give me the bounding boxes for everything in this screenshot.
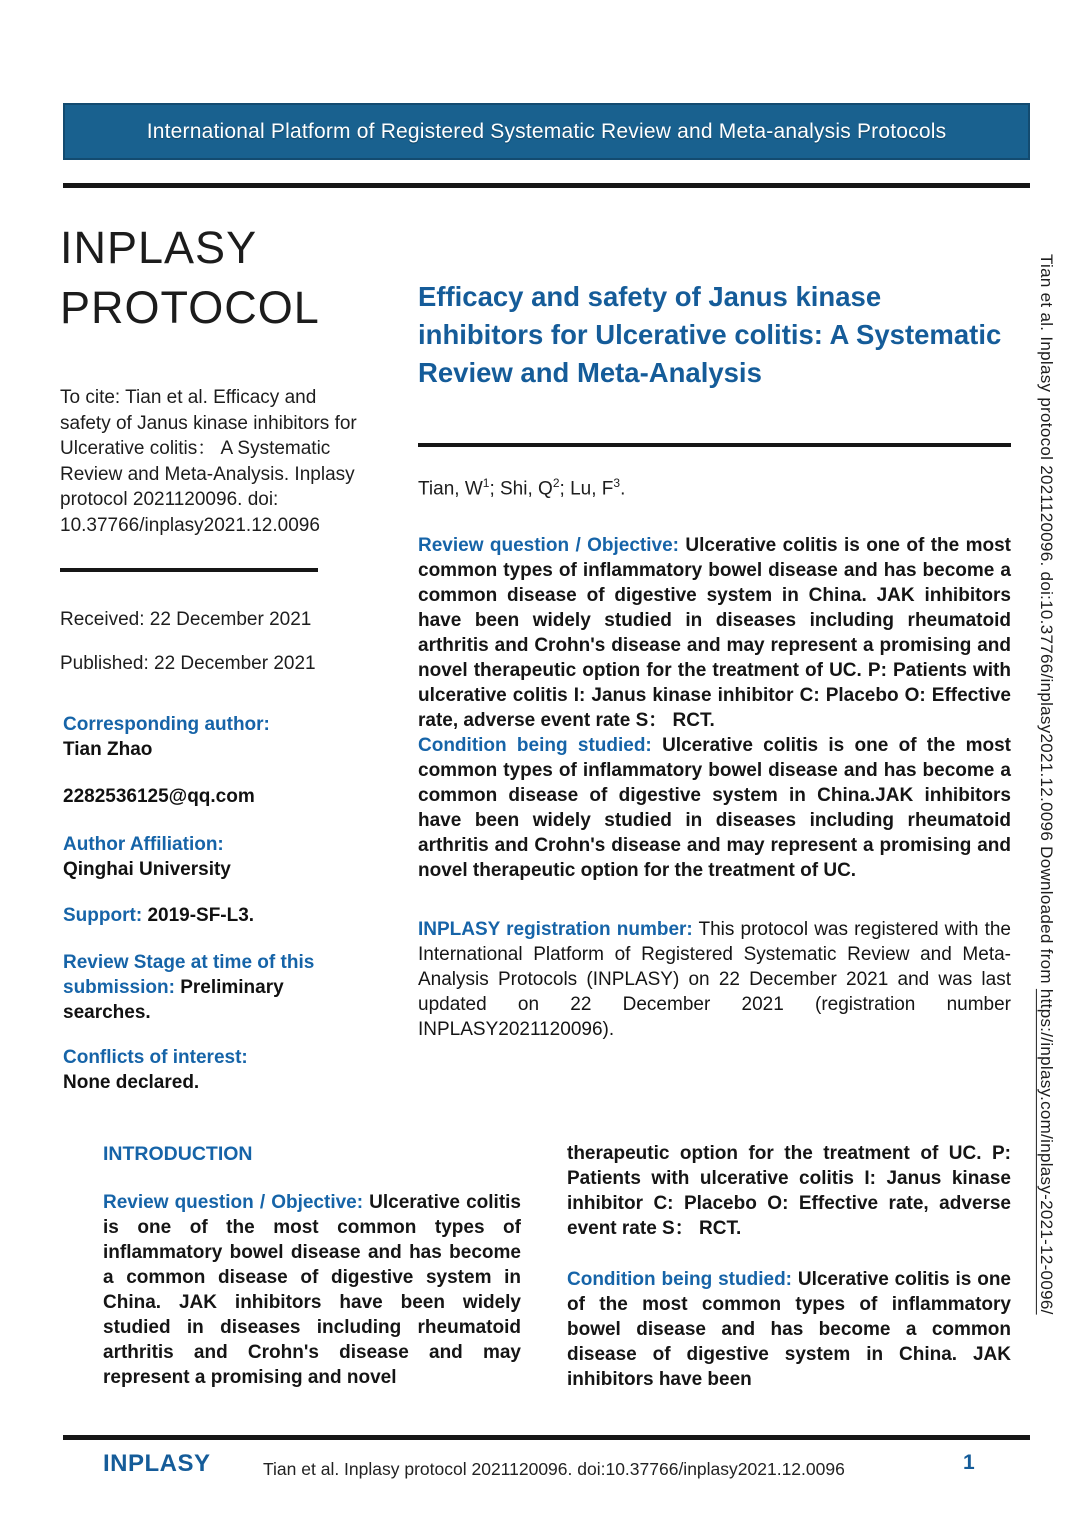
review-stage-label: Review Stage at time of this submission:	[63, 952, 315, 998]
journal-banner-title: International Platform of Registered Systematic Review and Meta-analysis Protocols	[146, 119, 947, 143]
review-question-text: Ulcerative colitis is one of the most common types of inflammatory bowel disease and has become a common disease of digestive system in China. JAK inhibitors have been widely studied in diseases including rheumatoid arthritis and Crohn's disease and may represent a promising and novel therapeutic option for the treatment of UC. P: Patients with ulcerative colitis I: Janus kinase inhibitor C: Placebo O: Effective rate, adverse event rate S： RCT.	[418, 535, 1011, 732]
page-number: 1	[963, 1451, 975, 1474]
footer-brand: INPLASY	[103, 1450, 211, 1477]
citation-block: To cite: Tian et al. Efficacy and safety of Janus kinase inhibitors for Ulcerative colitis： A Systematic Review and Meta-Analysis. Inplasy protocol 2021120096. doi: 10.37766/inplasy2021.12.0096	[60, 387, 357, 536]
condition-text: Ulcerative colitis is one of the most common types of inflammatory bowel disease and has become a common disease of digestive system in China.JAK inhibitors have been widely studied in diseases including rheumatoid arthritis and Crohn's disease and may represent a promising and novel therapeutic option for the treatment of UC.	[418, 735, 1011, 882]
article-column	[418, 278, 1011, 1042]
corresponding-author-email: 2282536125@qq.com	[63, 786, 255, 807]
registration-label: INPLASY registration number:	[418, 919, 693, 941]
sideways-download-link: https://inplasy.com/inplasy-2021-12-0096/	[1037, 988, 1056, 1315]
conflicts-value: None declared.	[63, 1072, 200, 1093]
condition-paragraph	[418, 733, 1011, 883]
support-value: 2019-SF-L3.	[147, 905, 255, 926]
published-date: Published: 22 December 2021	[60, 653, 316, 674]
intro-review-question-label: Review question / Objective:	[103, 1192, 364, 1213]
authors-line: Tian, $W^1$; Shi, $Q^2$; Lu, $F^3$.	[418, 476, 626, 500]
support-block	[63, 903, 368, 928]
registration-paragraph	[418, 917, 1011, 1042]
support-label: Support:	[63, 905, 143, 926]
conflicts-label: Conflicts of interest:	[63, 1047, 248, 1068]
condition-label: Condition being studied:	[418, 735, 652, 757]
left-column-divider	[60, 568, 318, 572]
intro-continuation-paragraph: therapeutic option for the treatment of UC. P: Patients with ulcerative colitis I: Janus kinase inhibitor C: Placebo O: Effective rate, adverse event rate S： RCT.	[567, 1143, 1011, 1239]
introduction-column-2	[567, 1141, 1011, 1392]
affiliation-label: Author Affiliation:	[63, 834, 224, 855]
conflicts-block	[63, 1045, 368, 1095]
affiliation-value: Qinghai University	[63, 859, 231, 880]
intro-condition-text: Ulcerative colitis is one of the most common types of inflammatory bowel disease and has become a common disease of digestive system in China. JAK inhibitors have been	[567, 1269, 1012, 1390]
footer-divider	[63, 1435, 1030, 1440]
received-date: Received: 22 December 2021	[60, 609, 312, 630]
review-question-label: Review question / Objective:	[418, 535, 679, 557]
review-stage-block	[63, 950, 365, 1025]
masthead-title	[60, 218, 320, 338]
affiliation-block	[63, 832, 368, 882]
corresponding-author-block	[63, 712, 368, 762]
intro-condition-label: Condition being studied:	[567, 1269, 792, 1290]
introduction-column-1	[103, 1190, 521, 1390]
intro-review-question-text: Ulcerative colitis is one of the most common types of inflammatory bowel disease and has become a common disease of digestive system in China. JAK inhibitors have been widely studied in diseases including rheumatoid arthritis and Crohn's disease and may represent a promising and novel	[103, 1192, 521, 1388]
introduction-heading: INTRODUCTION	[103, 1143, 253, 1165]
footer-citation: Tian et al. Inplasy protocol 2021120096. doi:10.37766/inplasy2021.12.0096	[263, 1459, 845, 1479]
sideways-watermark	[1036, 254, 1056, 1514]
sideways-citation-text: Tian et al. Inplasy protocol 2021120096. doi:10.37766/inplasy2021.12.0096 Downloaded from	[1037, 254, 1056, 989]
article-title: Efficacy and safety of Janus kinase inhibitors for Ulcerative colitis: A Systematic Review and Meta-Analysis	[418, 281, 1002, 388]
header-divider	[63, 183, 1030, 188]
review-question-paragraph	[418, 533, 1011, 733]
journal-banner	[63, 103, 1030, 160]
intro-review-question-paragraph	[103, 1190, 521, 1390]
corresponding-author-label: Corresponding author:	[63, 714, 270, 735]
corresponding-author-name: Tian Zhao	[63, 739, 153, 760]
review-stage-value: Preliminary searches.	[63, 977, 284, 1023]
intro-condition-paragraph	[567, 1267, 1011, 1392]
title-divider	[418, 443, 1011, 447]
masthead-line2: PROTOCOL	[60, 282, 320, 333]
registration-text: This protocol was registered with the International Platform of Registered Systematic Review and Meta-Analysis Protocols (INPLASY) on 22 December 2021 and was last updated on 22 December 2021 (registration number INPLASY2021120096).	[418, 919, 1011, 1041]
masthead-line1: INPLASY	[60, 222, 258, 273]
